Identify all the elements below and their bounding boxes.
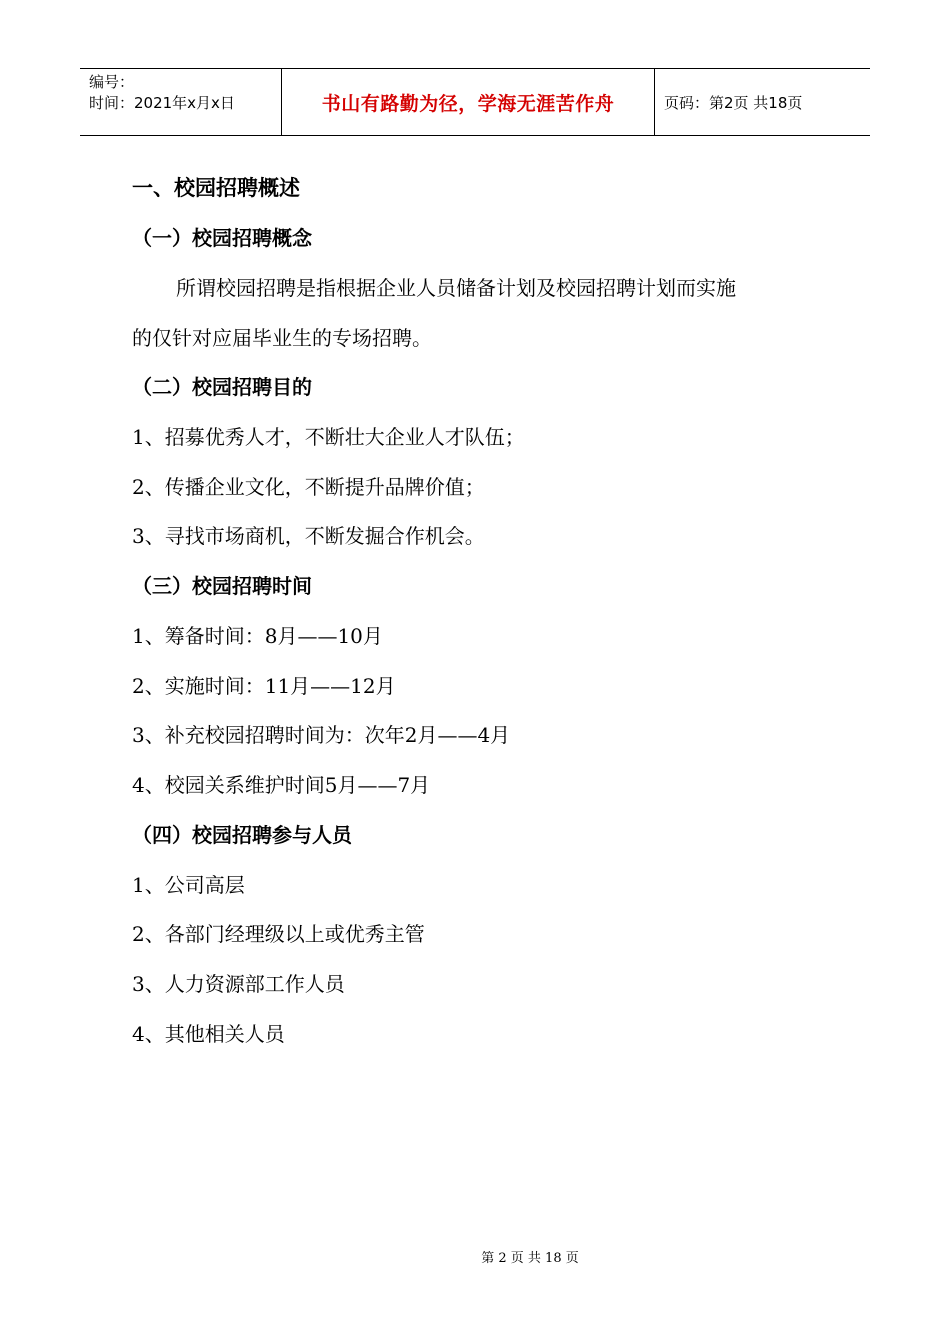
page-footer: 第 2 页 共 18 页 — [481, 1251, 579, 1266]
list-item: 3、寻找市场商机，不断发掘合作机会。 — [132, 524, 485, 548]
list-item: 2、实施时间：11月——12月 — [132, 674, 396, 698]
list-item: 3、补充校园招聘时间为：次年2月——4月 — [132, 723, 511, 747]
subsection-title-concept: （一）校园招聘概念 — [132, 226, 312, 250]
header-page-info: 页码：第2页 共18页 — [664, 93, 803, 112]
list-item: 2、各部门经理级以上或优秀主管 — [132, 922, 425, 946]
header-meta-cell — [80, 69, 282, 135]
subsection-title-time: （三）校园招聘时间 — [132, 574, 312, 598]
paragraph-line: 的仅针对应届毕业生的专场招聘。 — [132, 326, 432, 350]
section-title: 一、校园招聘概述 — [132, 176, 300, 200]
list-item: 2、传播企业文化，不断提升品牌价值； — [132, 475, 485, 499]
list-item: 3、人力资源部工作人员 — [132, 972, 345, 996]
list-item: 1、筹备时间：8月——10月 — [132, 624, 383, 648]
document-header — [80, 68, 870, 136]
document-date-label: 时间：2021年x月x日 — [89, 94, 235, 112]
list-item: 1、公司高层 — [132, 873, 245, 897]
list-item: 1、招募优秀人才，不断壮大企业人才队伍； — [132, 425, 525, 449]
document-number-label: 编号： — [89, 73, 135, 91]
header-motto: 书山有路勤为径，学海无涯苦作舟 — [282, 69, 655, 135]
list-item: 4、其他相关人员 — [132, 1022, 285, 1046]
subsection-title-purpose: （二）校园招聘目的 — [132, 375, 312, 399]
list-item: 4、校园关系维护时间5月——7月 — [132, 773, 431, 797]
subsection-title-participants: （四）校园招聘参与人员 — [132, 823, 352, 847]
paragraph-line: 所谓校园招聘是指根据企业人员储备计划及校园招聘计划而实施 — [176, 276, 736, 300]
